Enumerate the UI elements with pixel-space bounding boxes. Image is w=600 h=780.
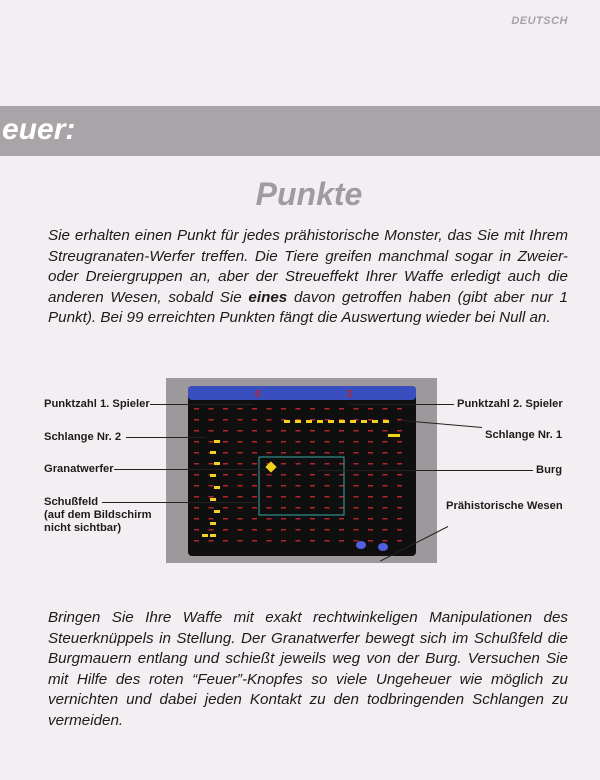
wall-dash <box>267 430 272 432</box>
snake-segment <box>394 434 400 437</box>
wall-dash <box>252 507 257 509</box>
wall-dash <box>238 518 243 520</box>
wall-dash <box>339 485 344 487</box>
wall-dash <box>325 441 330 443</box>
wall-dash <box>368 540 373 542</box>
snake-segment <box>214 440 220 443</box>
wall-dash <box>383 408 388 410</box>
wall-dash <box>209 496 214 498</box>
wall-dash <box>209 441 214 443</box>
wall-dash <box>252 518 257 520</box>
wall-dash <box>281 529 286 531</box>
wall-dash <box>223 529 228 531</box>
wall-dash <box>325 452 330 454</box>
wall-dash <box>339 507 344 509</box>
leader-snake-2 <box>126 437 206 438</box>
wall-dash <box>194 430 199 432</box>
wall-dash <box>267 496 272 498</box>
leader-field <box>102 502 257 503</box>
wall-dash <box>296 518 301 520</box>
wall-dash <box>368 430 373 432</box>
wall-dash <box>238 474 243 476</box>
wall-dash <box>238 408 243 410</box>
wall-dash <box>223 540 228 542</box>
wall-dash <box>354 463 359 465</box>
wall-dash <box>310 496 315 498</box>
label-creatures: Prähistorische Wesen <box>446 500 563 512</box>
wall-dash <box>325 463 330 465</box>
wall-dash <box>238 430 243 432</box>
wall-dash <box>194 507 199 509</box>
snake-segment <box>210 534 216 537</box>
snake-segment <box>383 420 389 423</box>
wall-dash <box>238 485 243 487</box>
wall-dash <box>383 485 388 487</box>
wall-dash <box>238 452 243 454</box>
wall-dash <box>368 408 373 410</box>
wall-dash <box>339 496 344 498</box>
wall-dash <box>223 463 228 465</box>
wall-dash <box>368 474 373 476</box>
wall-dash <box>354 408 359 410</box>
score-p2: 2 <box>347 389 353 400</box>
wall-dash <box>397 496 402 498</box>
wall-dash <box>296 463 301 465</box>
language-label: DEUTSCH <box>511 15 568 27</box>
snake-segment <box>214 510 220 513</box>
score-p1: 0 <box>255 389 261 400</box>
snake-segment <box>350 420 356 423</box>
wall-dash <box>238 496 243 498</box>
snake-segment <box>306 420 312 423</box>
wall-dash <box>397 474 402 476</box>
wall-dash <box>267 408 272 410</box>
wall-dash <box>281 452 286 454</box>
label-launcher: Granatwerfer <box>44 463 114 475</box>
wall-dash <box>397 485 402 487</box>
wall-dash <box>354 452 359 454</box>
wall-dash <box>383 507 388 509</box>
creature <box>378 543 388 551</box>
wall-dash <box>310 452 315 454</box>
leader-score-p1 <box>150 404 254 405</box>
wall-dash <box>354 485 359 487</box>
label-score-p1: Punktzahl 1. Spieler <box>44 398 150 410</box>
wall-dash <box>252 419 257 421</box>
wall-dash <box>194 485 199 487</box>
creature <box>356 541 366 549</box>
wall-dash <box>252 474 257 476</box>
wall-dash <box>310 474 315 476</box>
snake-segment <box>339 420 345 423</box>
wall-dash <box>252 463 257 465</box>
wall-dash <box>281 540 286 542</box>
wall-dash <box>281 485 286 487</box>
wall-dash <box>194 408 199 410</box>
label-snake-1: Schlange Nr. 1 <box>485 429 563 441</box>
wall-dash <box>223 496 228 498</box>
wall-dash <box>238 529 243 531</box>
wall-dash <box>209 507 214 509</box>
wall-dash <box>310 518 315 520</box>
wall-dash <box>296 430 301 432</box>
wall-dash <box>296 485 301 487</box>
wall-dash <box>281 441 286 443</box>
wall-dash <box>209 408 214 410</box>
wall-dash <box>194 540 199 542</box>
wall-dash <box>310 507 315 509</box>
wall-dash <box>325 408 330 410</box>
wall-dash <box>252 441 257 443</box>
wall-dash <box>397 441 402 443</box>
label-field-line3: nicht sichtbar) <box>44 522 122 534</box>
wall-dash <box>310 408 315 410</box>
snake-segment <box>202 534 208 537</box>
wall-dash <box>209 529 214 531</box>
wall-dash <box>238 540 243 542</box>
wall-dash <box>397 529 402 531</box>
wall-dash <box>296 452 301 454</box>
wall-dash <box>310 529 315 531</box>
wall-dash <box>383 496 388 498</box>
wall-dash <box>194 529 199 531</box>
wall-dash <box>194 463 199 465</box>
wall-dash <box>339 452 344 454</box>
wall-dash <box>238 441 243 443</box>
wall-dash <box>209 540 214 542</box>
snake-segment <box>328 420 334 423</box>
outro-paragraph: Bringen Sie Ihre Waffe mit exakt rechtwinkeligen Manipulationen des Steuerknüppels in Stellung. Der Granatwerfer bewegt sich im Schußfeld die Burgmauern entlang und schießt jeweils weg von der Burg. Versuchen Sie mit Hilfe des roten “Feuer”-Knopfes so viele Ungeheuer wie möglich zu vernichten und dabei jeden Kontakt zu den todbringenden Schlangen zu vermeiden. <box>48 609 568 729</box>
label-field-line2: (auf dem Bildschirm <box>44 509 152 521</box>
wall-dash <box>238 507 243 509</box>
wall-dash <box>281 518 286 520</box>
wall-dash <box>368 529 373 531</box>
wall-dash <box>209 518 214 520</box>
wall-dash <box>209 430 214 432</box>
leader-castle <box>318 470 533 471</box>
wall-dash <box>252 430 257 432</box>
label-field-line1: Schußfeld <box>44 496 99 508</box>
wall-dash <box>397 463 402 465</box>
wall-dash <box>339 474 344 476</box>
wall-dash <box>339 430 344 432</box>
wall-dash <box>238 463 243 465</box>
wall-dash <box>383 474 388 476</box>
wall-dash <box>368 463 373 465</box>
wall-dash <box>252 452 257 454</box>
wall-dash <box>354 496 359 498</box>
wall-dash <box>252 529 257 531</box>
wall-dash <box>267 452 272 454</box>
wall-dash <box>397 430 402 432</box>
wall-dash <box>383 540 388 542</box>
wall-dash <box>267 529 272 531</box>
wall-dash <box>368 485 373 487</box>
label-score-p2: Punktzahl 2. Spieler <box>457 398 563 410</box>
band-heading: euer: <box>2 113 76 146</box>
wall-dash <box>267 441 272 443</box>
wall-dash <box>325 518 330 520</box>
wall-dash <box>325 529 330 531</box>
intro-paragraph <box>48 226 568 329</box>
wall-dash <box>368 518 373 520</box>
wall-dash <box>354 430 359 432</box>
wall-dash <box>296 529 301 531</box>
wall-dash <box>354 474 359 476</box>
wall-dash <box>383 441 388 443</box>
snake-segment <box>295 420 301 423</box>
wall-dash <box>310 441 315 443</box>
wall-dash <box>281 408 286 410</box>
wall-dash <box>238 419 243 421</box>
wall-dash <box>296 474 301 476</box>
wall-dash <box>209 463 214 465</box>
intro-bold: eines <box>248 288 288 306</box>
wall-dash <box>223 474 228 476</box>
leader-score-p2 <box>350 404 454 405</box>
wall-dash <box>296 408 301 410</box>
wall-dash <box>267 419 272 421</box>
wall-dash <box>194 441 199 443</box>
wall-dash <box>281 430 286 432</box>
wall-dash <box>296 441 301 443</box>
snake-segment <box>210 498 216 501</box>
section-title: Punkte <box>255 176 363 212</box>
wall-dash <box>397 518 402 520</box>
wall-dash <box>296 540 301 542</box>
section-band <box>0 106 600 156</box>
wall-dash <box>310 485 315 487</box>
wall-dash <box>267 485 272 487</box>
snake-segment <box>214 462 220 465</box>
wall-dash <box>325 430 330 432</box>
wall-dash <box>383 452 388 454</box>
wall-dash <box>354 507 359 509</box>
wall-dash <box>325 485 330 487</box>
wall-dash <box>209 419 214 421</box>
snake-segment <box>210 451 216 454</box>
leader-launcher <box>114 469 265 470</box>
wall-dash <box>223 452 228 454</box>
wall-dash <box>325 540 330 542</box>
wall-dash <box>252 485 257 487</box>
snake-segment <box>210 474 216 477</box>
wall-dash <box>339 441 344 443</box>
wall-dash <box>368 441 373 443</box>
wall-dash <box>310 463 315 465</box>
snake-segment <box>214 486 220 489</box>
wall-dash <box>223 408 228 410</box>
wall-dash <box>354 529 359 531</box>
wall-dash <box>397 507 402 509</box>
snake-segment <box>361 420 367 423</box>
snake-segment <box>210 522 216 525</box>
wall-dash <box>383 430 388 432</box>
wall-dash <box>354 441 359 443</box>
wall-dash <box>339 529 344 531</box>
wall-dash <box>194 496 199 498</box>
wall-dash <box>252 540 257 542</box>
snake-segment <box>372 420 378 423</box>
label-snake-2: Schlange Nr. 2 <box>44 431 122 443</box>
wall-dash <box>281 463 286 465</box>
wall-dash <box>267 474 272 476</box>
wall-dash <box>194 518 199 520</box>
wall-dash <box>281 507 286 509</box>
wall-dash <box>194 474 199 476</box>
wall-dash <box>354 540 359 542</box>
wall-dash <box>339 408 344 410</box>
wall-dash <box>383 529 388 531</box>
wall-dash <box>325 496 330 498</box>
wall-dash <box>252 496 257 498</box>
top-score-bar <box>188 386 416 400</box>
wall-dash <box>267 507 272 509</box>
wall-dash <box>223 441 228 443</box>
snake-segment <box>317 420 323 423</box>
wall-dash <box>354 518 359 520</box>
wall-dash <box>368 452 373 454</box>
wall-dash <box>368 507 373 509</box>
wall-dash <box>281 496 286 498</box>
wall-dash <box>209 485 214 487</box>
wall-dash <box>383 518 388 520</box>
snake-segment <box>284 420 290 423</box>
wall-dash <box>267 518 272 520</box>
wall-dash <box>296 507 301 509</box>
wall-dash <box>325 474 330 476</box>
wall-dash <box>223 430 228 432</box>
wall-dash <box>339 518 344 520</box>
wall-dash <box>397 408 402 410</box>
wall-dash <box>368 496 373 498</box>
snake-segment <box>388 434 394 437</box>
wall-dash <box>223 419 228 421</box>
wall-dash <box>267 540 272 542</box>
wall-dash <box>310 430 315 432</box>
wall-dash <box>194 419 199 421</box>
wall-dash <box>397 452 402 454</box>
intro-text-2: davon getroffen haben (gibt aber nur 1 Punkt). Bei 99 erreichten Punkten fängt die Auswertung wieder bei Null an. <box>48 288 568 326</box>
wall-dash <box>339 540 344 542</box>
intro-text-1: Sie erhalten einen Punkt für jedes prähistorische Monster, das Sie mit Ihrem Streugranaten-Werfer treffen. Die Tiere greifen manchmal sogar in Zweier- oder Dreiergruppen an, aber der Streueffekt Ihrer Waffe erledigt auch die anderen Wesen, sobald Sie <box>48 227 568 306</box>
wall-dash <box>223 485 228 487</box>
wall-dash <box>194 452 199 454</box>
wall-dash <box>281 474 286 476</box>
wall-dash <box>325 507 330 509</box>
wall-dash <box>310 540 315 542</box>
wall-dash <box>397 540 402 542</box>
screen-bg <box>188 386 416 556</box>
wall-dash <box>252 408 257 410</box>
wall-dash <box>223 518 228 520</box>
wall-dash <box>383 463 388 465</box>
wall-dash <box>296 496 301 498</box>
wall-dash <box>223 507 228 509</box>
wall-dash <box>339 463 344 465</box>
label-castle: Burg <box>536 464 563 476</box>
